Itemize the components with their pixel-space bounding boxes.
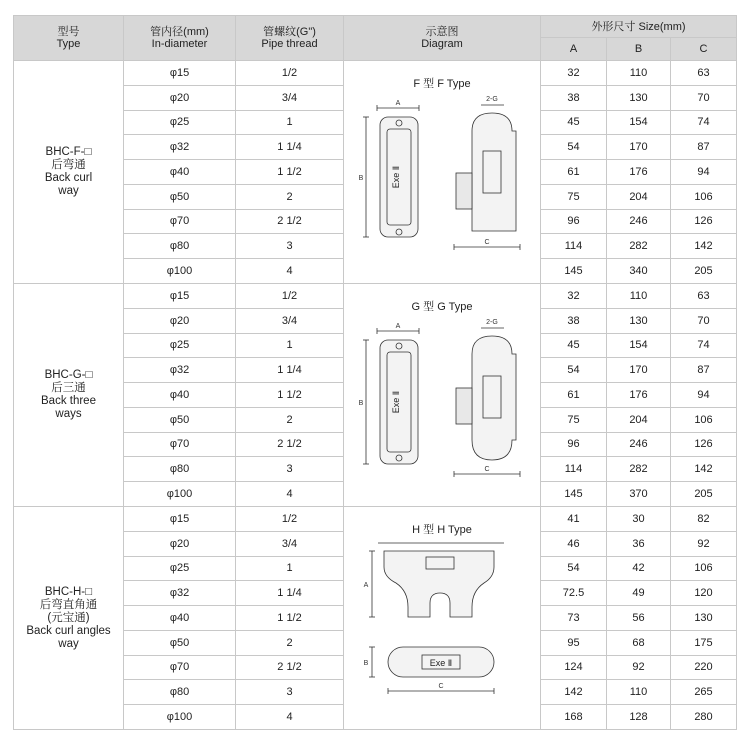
size-b-cell: 282 [607,457,671,482]
header-diagram-zh: 示意图 [425,26,459,38]
f-type-diagram [344,61,541,283]
size-c-cell: 74 [671,333,737,358]
size-a-cell: 54 [541,135,607,160]
header-type-zh: 型号 [57,26,80,38]
thread-cell: 3/4 [236,531,344,556]
diameter-cell: φ80 [124,680,236,705]
table-row [14,507,737,532]
thread-cell: 3 [236,457,344,482]
diameter-cell: φ15 [124,284,236,309]
size-b-cell: 170 [607,135,671,160]
dim-c-label: C [484,466,490,473]
type-line: BHC-G-□ [44,369,93,381]
size-c-cell: 87 [671,135,737,160]
table-row [14,61,737,86]
dim-a-label: A [363,582,369,589]
thread-cell: 3/4 [236,308,344,333]
type-cell [14,284,124,507]
size-c-cell: 220 [671,655,737,680]
thread-cell: 1/2 [236,284,344,309]
diagram-cell [344,284,541,507]
diameter-cell: φ15 [124,507,236,532]
size-b-cell: 154 [607,333,671,358]
diameter-cell: φ40 [124,606,236,631]
size-b-cell: 110 [607,284,671,309]
diameter-cell: φ80 [124,457,236,482]
size-a-cell: 168 [541,705,607,730]
size-b-cell: 128 [607,705,671,730]
size-a-cell: 124 [541,655,607,680]
size-c-cell: 82 [671,507,737,532]
diameter-cell: φ25 [124,556,236,581]
thread-cell: 2 [236,184,344,209]
header-diagram [344,16,541,61]
diameter-cell: φ40 [124,160,236,185]
size-b-cell: 340 [607,259,671,284]
diameter-cell: φ50 [124,407,236,432]
size-b-cell: 42 [607,556,671,581]
size-a-cell: 114 [541,234,607,259]
size-c-cell: 106 [671,556,737,581]
size-c-cell: 63 [671,61,737,86]
size-a-cell: 45 [541,333,607,358]
size-a-cell: 114 [541,457,607,482]
header-thread-en: Pipe thread [261,38,318,50]
exe-label: Exe Ⅱ [391,390,401,414]
size-c-cell: 126 [671,432,737,457]
diameter-cell: φ40 [124,383,236,408]
size-b-cell: 110 [607,680,671,705]
size-c-cell: 120 [671,581,737,606]
diagram-cell [344,61,541,284]
thread-cell: 1 1/4 [236,358,344,383]
spec-table-body [14,61,737,730]
thread-cell: 2 1/2 [236,432,344,457]
size-c-cell: 280 [671,705,737,730]
size-c-cell: 175 [671,630,737,655]
dim-2g-label: 2-G [486,319,498,326]
size-a-cell: 54 [541,358,607,383]
size-a-cell: 145 [541,259,607,284]
header-col-b: B [607,38,671,61]
size-a-cell: 46 [541,531,607,556]
size-c-cell: 142 [671,234,737,259]
size-b-cell: 36 [607,531,671,556]
size-b-cell: 176 [607,160,671,185]
type-line: BHC-F-□ [45,146,92,158]
type-cell [14,507,124,730]
diameter-cell: φ70 [124,432,236,457]
size-b-cell: 130 [607,308,671,333]
header-type-en: Type [56,38,81,50]
type-line: Back curl angles [26,624,111,637]
size-c-cell: 106 [671,407,737,432]
size-a-cell: 96 [541,209,607,234]
size-b-cell: 246 [607,209,671,234]
size-a-cell: 38 [541,85,607,110]
size-a-cell: 45 [541,110,607,135]
header-col-c: C [671,38,737,61]
size-c-cell: 92 [671,531,737,556]
type-line: 后三通 [51,382,86,394]
size-b-cell: 68 [607,630,671,655]
size-b-cell: 176 [607,383,671,408]
size-c-cell: 142 [671,457,737,482]
exe-label: Exe Ⅱ [429,658,453,668]
size-c-cell: 70 [671,85,737,110]
diameter-cell: φ32 [124,358,236,383]
thread-cell: 3 [236,680,344,705]
thread-cell: 1 1/2 [236,606,344,631]
diameter-cell: φ25 [124,110,236,135]
type-line: Back three [41,395,96,407]
size-c-cell: 265 [671,680,737,705]
size-a-cell: 145 [541,482,607,507]
size-a-cell: 61 [541,383,607,408]
header-size: 外形尺寸 Size(mm) [541,16,737,38]
size-c-cell: 74 [671,110,737,135]
header-diameter-zh: 管内径(mm) [150,26,209,38]
type-line: 后弯直角通 [39,598,98,611]
size-b-cell: 370 [607,482,671,507]
diameter-cell: φ80 [124,234,236,259]
size-a-cell: 73 [541,606,607,631]
size-b-cell: 30 [607,507,671,532]
thread-cell: 1 1/2 [236,383,344,408]
thread-cell: 2 1/2 [236,209,344,234]
thread-cell: 2 [236,407,344,432]
size-a-cell: 61 [541,160,607,185]
size-a-cell: 38 [541,308,607,333]
size-a-cell: 41 [541,507,607,532]
table-row [14,284,737,309]
diameter-cell: φ32 [124,581,236,606]
thread-cell: 3 [236,234,344,259]
thread-cell: 4 [236,482,344,507]
dim-2g-label: 2-G [486,96,498,103]
exe-label: Exe Ⅱ [391,165,401,189]
diameter-cell: φ50 [124,184,236,209]
size-a-cell: 32 [541,61,607,86]
size-c-cell: 130 [671,606,737,631]
size-b-cell: 204 [607,184,671,209]
size-a-cell: 75 [541,184,607,209]
diagram-cell [344,507,541,730]
thread-cell: 2 1/2 [236,655,344,680]
thread-cell: 2 [236,630,344,655]
dim-b-label: B [363,660,369,667]
size-c-cell: 106 [671,184,737,209]
g-type-diagram [344,284,541,506]
dim-c-label: C [438,683,444,690]
size-a-cell: 96 [541,432,607,457]
size-b-cell: 246 [607,432,671,457]
size-a-cell: 75 [541,407,607,432]
size-b-cell: 130 [607,85,671,110]
diagram-title: H 型 H Type [412,524,472,536]
type-line: way [58,637,79,650]
size-a-cell: 95 [541,630,607,655]
size-c-cell: 205 [671,482,737,507]
header-thread [236,16,344,61]
header-diagram-en: Diagram [421,38,463,50]
dim-a-label: A [395,100,401,107]
size-c-cell: 205 [671,259,737,284]
thread-cell: 3/4 [236,85,344,110]
type-line: Back curl [44,172,93,184]
dim-b-label: B [358,175,364,182]
size-b-cell: 110 [607,61,671,86]
type-cell [14,61,124,284]
diagram-title: F 型 F Type [413,78,471,90]
thread-cell: 1/2 [236,507,344,532]
size-c-cell: 70 [671,308,737,333]
header-thread-zh: 管螺纹(G") [263,26,316,38]
thread-cell: 1 1/2 [236,160,344,185]
size-b-cell: 154 [607,110,671,135]
type-line: 后弯通 [51,159,86,171]
size-b-cell: 49 [607,581,671,606]
thread-cell: 1 [236,333,344,358]
size-c-cell: 94 [671,383,737,408]
spec-table [13,15,737,730]
type-line: way [58,185,79,197]
size-a-cell: 32 [541,284,607,309]
size-b-cell: 56 [607,606,671,631]
type-line: BHC-H-□ [44,585,93,598]
diameter-cell: φ50 [124,630,236,655]
header-diameter-en: In-diameter [151,38,208,50]
diameter-cell: φ20 [124,531,236,556]
diameter-cell: φ25 [124,333,236,358]
diameter-cell: φ20 [124,308,236,333]
diameter-cell: φ100 [124,705,236,730]
size-c-cell: 126 [671,209,737,234]
dim-b-label: B [358,400,364,407]
h-type-diagram [344,507,541,729]
dim-c-label: C [484,239,490,246]
thread-cell: 1 1/4 [236,135,344,160]
diameter-cell: φ70 [124,655,236,680]
diameter-cell: φ100 [124,482,236,507]
thread-cell: 1/2 [236,61,344,86]
thread-cell: 4 [236,705,344,730]
type-line: ways [55,408,82,420]
diameter-cell: φ100 [124,259,236,284]
size-a-cell: 142 [541,680,607,705]
diagram-title: G 型 G Type [411,301,473,313]
spec-table-wrapper [13,15,736,730]
thread-cell: 4 [236,259,344,284]
size-c-cell: 63 [671,284,737,309]
header-diameter [124,16,236,61]
dim-a-label: A [395,323,401,330]
header-type [14,16,124,61]
diameter-cell: φ70 [124,209,236,234]
size-a-cell: 54 [541,556,607,581]
diameter-cell: φ15 [124,61,236,86]
thread-cell: 1 [236,110,344,135]
size-b-cell: 282 [607,234,671,259]
size-b-cell: 204 [607,407,671,432]
type-line: (元宝通) [47,611,90,624]
size-c-cell: 87 [671,358,737,383]
diameter-cell: φ32 [124,135,236,160]
size-a-cell: 72.5 [541,581,607,606]
header-col-a: A [541,38,607,61]
size-c-cell: 94 [671,160,737,185]
size-b-cell: 170 [607,358,671,383]
thread-cell: 1 [236,556,344,581]
size-b-cell: 92 [607,655,671,680]
thread-cell: 1 1/4 [236,581,344,606]
diameter-cell: φ20 [124,85,236,110]
